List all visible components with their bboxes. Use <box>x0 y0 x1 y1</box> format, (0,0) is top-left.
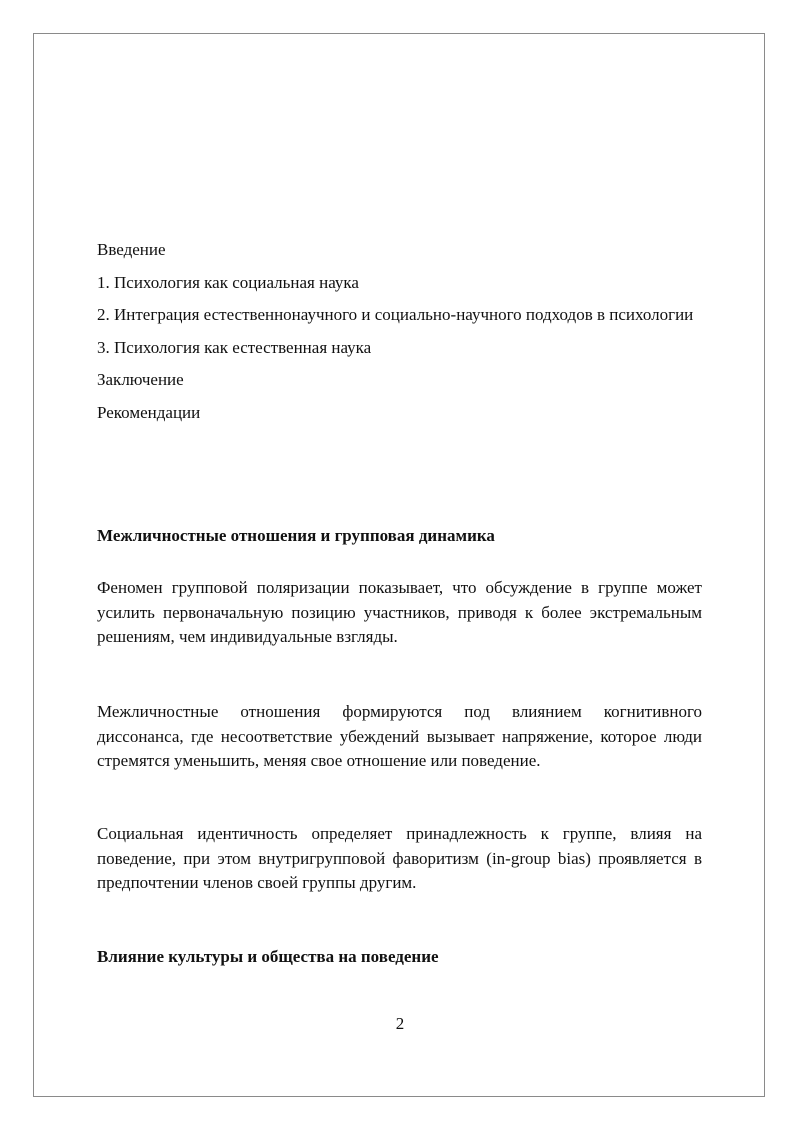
toc-item-chapter-3: 3. Психология как естественная наука <box>97 337 372 357</box>
paragraph-social-identity: Социальная идентичность определяет принадлежность к группе, влияя на поведение, при этом внутригрупповой фаворитизм (in-group bias) проявляется в предпочтении членов своей группы другим. <box>97 824 702 892</box>
page-number: 2 <box>395 1014 405 1033</box>
section-heading-interpersonal: Межличностные отношения и групповая динамика <box>97 526 495 545</box>
toc-item-chapter-2: 2. Интеграция естественнонаучного и социально-научного подходов в психологии <box>97 305 694 324</box>
toc-item-conclusion: Заключение <box>97 370 184 389</box>
toc-item-introduction: Введение <box>97 240 166 259</box>
paragraph-cognitive-dissonance: Межличностные отношения формируются под влиянием когнитивного диссонанса, где несоответствие убеждений вызывает напряжение, которое люди стремятся уменьшить, меняя свое отношение или поведение. <box>97 702 702 770</box>
toc-item-chapter-1: 1. Психология как социальная наука <box>97 272 359 292</box>
page-border <box>33 33 765 1097</box>
paragraph-group-polarization: Феномен групповой поляризации показывает, что обсуждение в группе может усилить первоначальную позицию участников, приводя к более экстремальным решениям, чем индивидуальные взгляды. <box>97 578 702 646</box>
section-heading-culture: Влияние культуры и общества на поведение <box>97 947 439 966</box>
table-of-contents <box>97 234 702 429</box>
toc-item-recommendations: Рекомендации <box>97 402 201 422</box>
